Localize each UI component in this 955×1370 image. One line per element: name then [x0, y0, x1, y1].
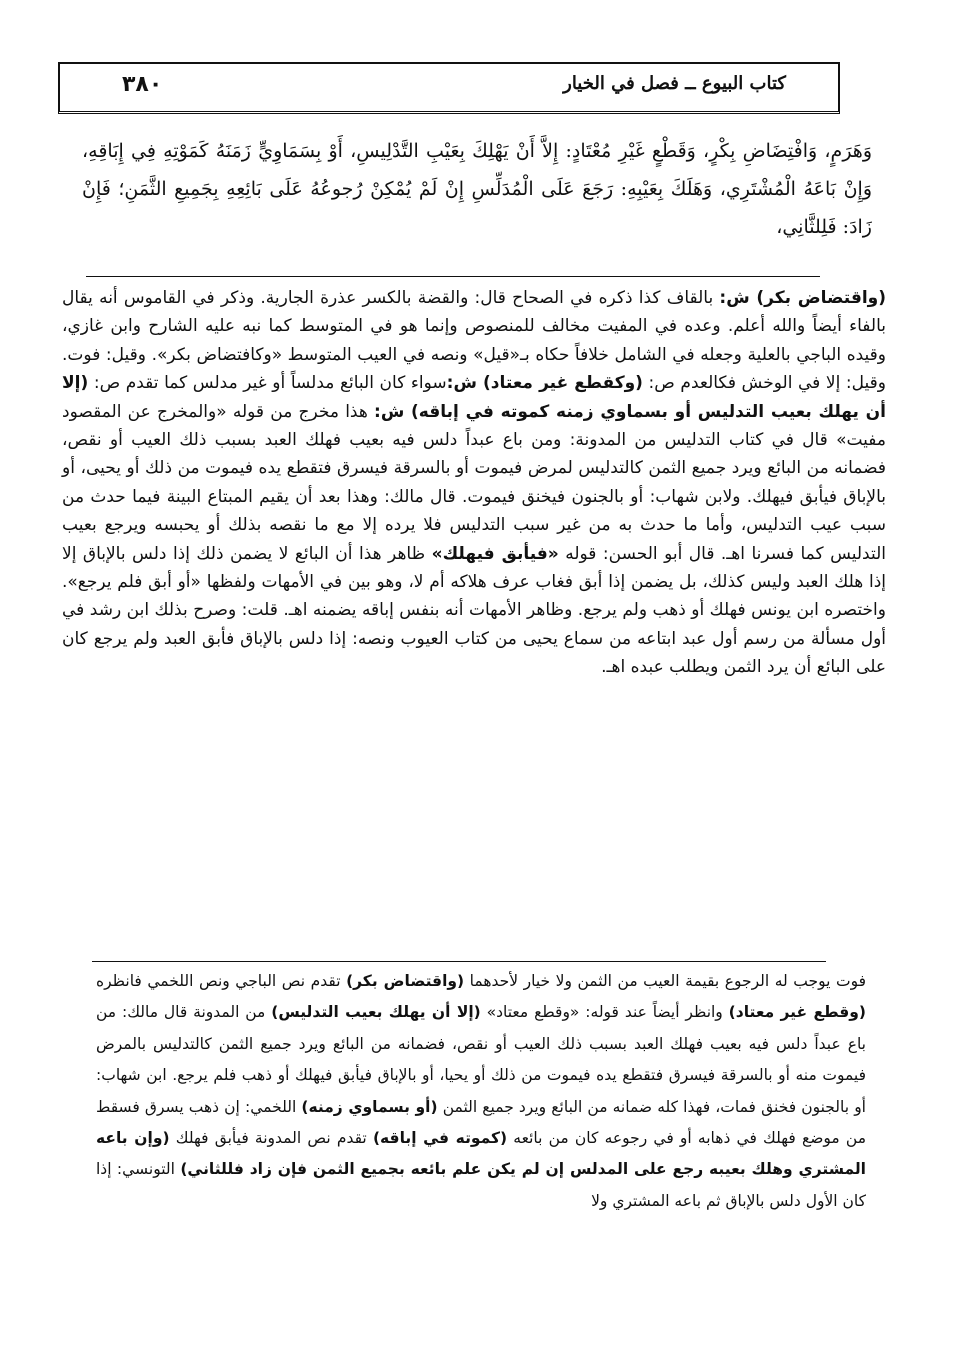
footnote-text: اللخمي: إن ذهب يسرق فسقط من موضع فهلك في ذهابه أو في رجوعه كان من بائعه	[96, 1097, 867, 1148]
commentary-text: سواء كان البائع مدلساً أو غير مدلس كما تقدم ص:	[88, 373, 447, 394]
commentary-text: ظاهر هذا أن البائع لا يضمن ذلك إذا دلس بالإباق إلا إذا هلك العبد وليس كذلك، بل يضمن إذا أبق فغاب عرف هلاكه أم لا، وهو بين في الأمهات ولفظها «أو أبق فلم يرجع». واختصره ابن يونس فهلك أو ذهب ولم يرجع. وظاهر الأمهات أنه بنفس إباقه يضمنه اهـ. قلت: وصرح بذلك ابن رشد في أول مسألة من رسم أول عبد ابتاعه من سماع يحيى من كتاب العيوب ونصه: إذا دلس بالإباق فأبق العبد ولم يرجع كان على البائع أن يرد الثمن ويطلب عبده اهـ.	[62, 543, 886, 678]
footnote-lemma: (أو بسماوي زمنه)	[301, 1097, 438, 1116]
footnote-lemma: (كموته في إباقه)	[372, 1129, 508, 1148]
lemma-bold: (إلا أن يهلك بعيب التدليس أو بسماوي زمنه كموته في إباقه) ش:	[62, 373, 886, 422]
footnote-lemma: (وإن باعه المشتري وهلك بعيبه رجع على المدلس إن لم يكن علم بائعه بجميع الثمن فإن زاد فللثاني)	[96, 1129, 866, 1179]
commentary-text: هذا مخرج من قوله «والمخرج عن المقصود مفيت» قال في كتاب التدليس من المدونة: ومن باع عبداً دلس فيه بعيب فهلك العبد بسبب ذلك العيب أو نقص، فضمانه من البائع ويرد جميع الثمن كالتدليس لمرض فيموت أو بالسرقة فيسرق فتقطع يده فيموت من ذلك أو يحيى، أو بالإباق فيأبق فيهلك. ولابن شهاب: أو بالجنون فيخنق فيموت. قال مالك: وهذا بعد أن يقيم المبتاع البينة فيما حدث من سبب عيب التدليس، وأما ما حدث به من غير سبب التدليس فلا يرده إلا مع ما نقصه بذلك أو يحبسه ويرجع بعيب التدليس كما فسرنا اهـ. قال أبو الحسن: قوله	[62, 401, 887, 564]
footnote	[96, 966, 866, 1217]
lemma-bold: «فيأبق فيهلك»	[431, 543, 559, 564]
footnote-lemma: (وقطع غير معتاد)	[728, 1003, 866, 1022]
commentary-text: بالقاف كذا ذكره في الصحاح قال: والقضة بالكسر عذرة الجارية. وذكر في القاموس أنه يقال بالفاء أيضاً والله أعلم. وعده في المفيت مخالف للمنصوص وإنما هو في المتوسط كما نبه عليه الشارح وابن غازي، وقيده الباجي بالعلية وجعله في الشامل خلافاً حكاه بـ«قيل» ونصه في العيب المتوسط «وكافتضاض بكر». وقيل: فوت. وقيل: إلا في الوخش فكالعدم ص:	[62, 288, 886, 394]
commentary-paragraph	[62, 284, 886, 682]
lemma-bold: (واقتضاض بكر) ش:	[719, 288, 886, 308]
commentary	[62, 284, 886, 682]
running-title: كتاب البيوع ــ فصل في الخيار	[563, 73, 786, 94]
footnote-lemma: (واقتضاض بكر)	[346, 972, 465, 990]
page-number: ٣٨٠	[122, 72, 163, 97]
footnote-text: التونسي: إذا كان الأول دلس بالإباق ثم باعه المشتري ولا	[96, 1160, 866, 1210]
footnote-text: فوت يوجب له الرجوع بقيمة العيب من الثمن ولا خيار لأحدهما	[464, 972, 866, 990]
footnote-paragraph	[96, 966, 866, 1217]
main-text	[82, 132, 872, 246]
footnote-divider	[92, 961, 826, 962]
main-text-paragraph: وَهَرَمٍ، وَافْتِضَاضِ بِكْرٍ، وَقَطْعٍ غَيْرِ مُعْتَادٍ: إِلاَّ أَنْ يَهْلِكَ بِعَيْبِ التَّدْلِيسِ، أَوْ بِسَمَاوِيٍّ زَمَنَهُ كَمَوْتِهِ فِي إِبَاقِهِ، وَإِنْ بَاعَهُ الْمُشْتَرِي، وَهَلَكَ بِعَيْبِهِ: رَجَعَ عَلَى الْمُدَلِّسِ إِنْ لَمْ يُمْكِنْ رُجوعُهُ عَلَى بَائِعِهِ بِجَمِيعِ الثَّمَنِ؛ فَإِنْ زَادَ: فَلِلثَّانِي،	[82, 140, 872, 238]
footnote-text: من المدونة قال مالك: من باع عبداً دلس فيه بعيب فهلك العبد بسبب ذلك العيب أو نقص، فضمانه من البائع ويرد جميع الثمن كالتدليس بالمرض فيموت منه أو بالسرقة فيسرق فتقطع يده فيموت من ذلك أو يحيا، أو بالإباق فيأبق فيهلك أو ذهب فلم يرجع. ابن شهاب: أو بالجنون فخنق فمات، فهذا كله ضمانه من البائع ويرد جميع الثمن	[96, 1003, 866, 1116]
main-text-divider	[86, 276, 820, 277]
page-header	[58, 62, 840, 114]
lemma-bold: (وكقطع غير معتاد) ش:	[446, 373, 643, 394]
footnote-text: تقدم نص الباجي ونص اللخمي فانظره	[96, 972, 347, 990]
footnote-lemma: (إلا أن يهلك بعيب التدليس)	[271, 1003, 481, 1022]
footnote-text: وانظر أيضاً عند قوله: «وقطع معتاد»	[480, 1003, 729, 1022]
footnote-text: تقدم نص المدونة فيأبق فهلك	[169, 1129, 373, 1148]
